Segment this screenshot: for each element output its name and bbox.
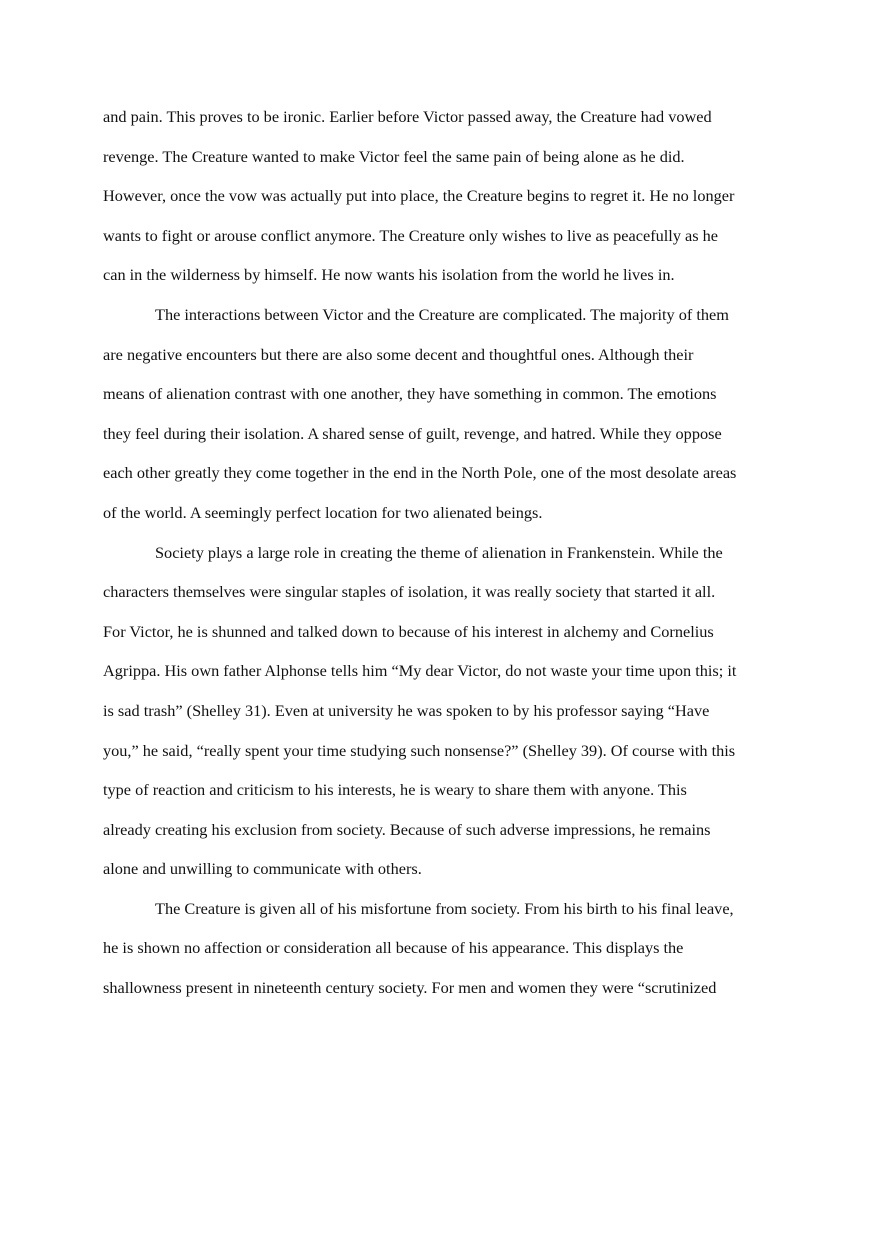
text-line: alone and unwilling to communicate with others. — [103, 859, 422, 879]
text-line: already creating his exclusion from society. Because of such adverse impressions, he remains — [103, 819, 711, 839]
text-line: shallowness present in nineteenth century society. For men and women they were “scrutinized — [103, 978, 717, 998]
paragraph-4 — [103, 889, 778, 1008]
document-body — [103, 97, 778, 1008]
text-line: are negative encounters but there are also some decent and thoughtful ones. Although their — [103, 344, 694, 364]
text-line: Agrippa. His own father Alphonse tells him “My dear Victor, do not waste your time upon this; it — [103, 661, 737, 681]
text-line: they feel during their isolation. A shared sense of guilt, revenge, and hatred. While they oppose — [103, 423, 722, 443]
text-line: can in the wilderness by himself. He now wants his isolation from the world he lives in. — [103, 265, 675, 285]
text-line: type of reaction and criticism to his interests, he is weary to share them with anyone. This — [103, 780, 687, 800]
text-line: For Victor, he is shunned and talked down to because of his interest in alchemy and Cornelius — [103, 621, 714, 641]
text-line: The Creature is given all of his misfortune from society. From his birth to his final leave, — [155, 898, 734, 918]
text-line: you,” he said, “really spent your time studying such nonsense?” (Shelley 39). Of course with this — [103, 740, 736, 760]
text-line: revenge. The Creature wanted to make Victor feel the same pain of being alone as he did. — [103, 146, 685, 166]
text-line: and pain. This proves to be ironic. Earlier before Victor passed away, the Creature had vowed — [103, 107, 712, 126]
text-line: means of alienation contrast with one another, they have something in common. The emotions — [103, 384, 717, 404]
text-line: Society plays a large role in creating the theme of alienation in Frankenstein. While the — [155, 542, 723, 562]
text-line: of the world. A seemingly perfect location for two alienated beings. — [103, 502, 543, 522]
paragraph-1 — [103, 97, 778, 295]
text-line: each other greatly they come together in the end in the North Pole, one of the most desolate areas — [103, 463, 737, 483]
paragraph-2 — [103, 295, 778, 533]
text-line: characters themselves were singular staples of isolation, it was really society that started it all. — [103, 582, 716, 602]
paragraph-3 — [103, 533, 778, 889]
text-line: he is shown no affection or consideration all because of his appearance. This displays the — [103, 938, 684, 958]
text-line: However, once the vow was actually put into place, the Creature begins to regret it. He no longer — [103, 186, 735, 206]
text-line: wants to fight or arouse conflict anymore. The Creature only wishes to live as peacefully as he — [103, 225, 719, 245]
text-line: The interactions between Victor and the Creature are complicated. The majority of them — [155, 304, 729, 324]
text-line: is sad trash” (Shelley 31). Even at university he was spoken to by his professor saying “Have — [103, 700, 710, 720]
